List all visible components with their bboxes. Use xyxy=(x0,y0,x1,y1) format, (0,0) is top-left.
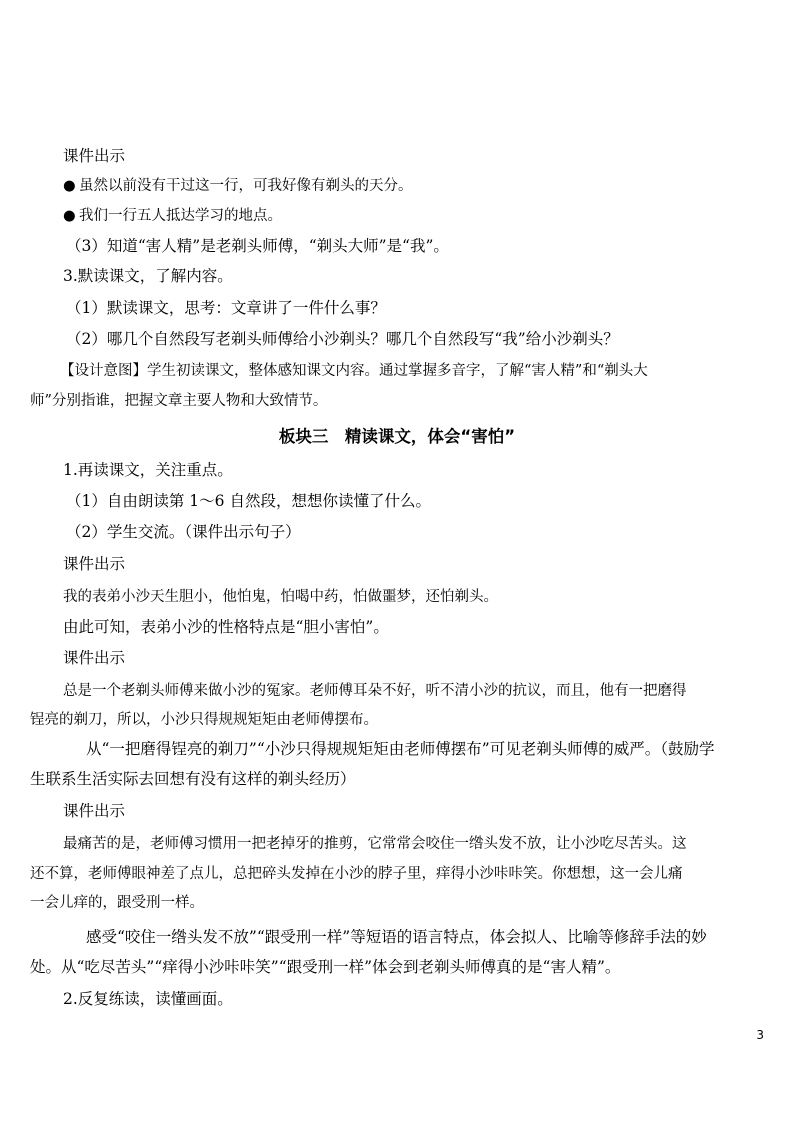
courseware-label: 课件出示 xyxy=(63,649,126,667)
design-intent-line: 【设计意图】学生初读课文，整体感知课文内容。通过掌握多音字，了解“害人精”和“剃头大 xyxy=(60,363,648,379)
paragraph-line: 从“一把磨得锃亮的剃刀”“小沙只得规规矩矩由老师傅摆布”可见老剃头师傅的威严。（鼓励学 xyxy=(86,740,715,758)
bullet-text: 我们一行五人抵达学习的地点。 xyxy=(79,208,282,224)
bullet-sentence xyxy=(63,176,743,196)
paragraph-line: 感受“咬住一绺头发不放”“跟受刑一样”等短语的语言特点，体会拟人、比喻等修辞手法的妙 xyxy=(86,928,707,946)
paragraph-line: （3）知道“害人精”是老剃头师傅，“剃头大师”是“我”。 xyxy=(66,237,449,255)
bullet-sentence xyxy=(63,206,743,226)
section-title: 板块三 精读课文，体会“害怕” xyxy=(278,427,516,446)
paragraph-line: 1.再读课文，关注重点。 xyxy=(63,461,233,479)
page-number: 3 xyxy=(756,1028,764,1042)
bullet-icon: ● xyxy=(63,208,76,224)
design-intent-line: 师”分别指谁，把握文章主要人物和大致情节。 xyxy=(30,393,328,409)
paragraph-line: 生联系生活实际去回想有没有这样的剃头经历） xyxy=(30,770,356,788)
courseware-label: 课件出示 xyxy=(63,555,126,573)
paragraph-line: （2）学生交流。（课件出示句子） xyxy=(66,523,301,541)
courseware-label: 课件出示 xyxy=(63,802,126,820)
courseware-label: 课件出示 xyxy=(63,147,126,165)
paragraph-line: 2.反复练读，读懂画面。 xyxy=(63,990,233,1008)
quoted-passage: 锃亮的剃刀，所以，小沙只得规规矩矩由老师傅摆布。 xyxy=(30,712,378,728)
paragraph-line: （1）自由朗读第 1～6 自然段，想想你读懂了什么。 xyxy=(66,492,431,510)
bullet-icon: ● xyxy=(63,178,76,194)
quoted-passage: 还不算，老师傅眼神差了点儿，总把碎头发掉在小沙的脖子里，痒得小沙咔咔笑。你想想，这一会儿痛 xyxy=(30,866,683,882)
paragraph-line: 由此可知，表弟小沙的性格特点是“胆小害怕”。 xyxy=(63,618,389,636)
paragraph-line: （2）哪几个自然段写老剃头师傅给小沙剃头？哪几个自然段写“我”给小沙剃头？ xyxy=(66,330,619,348)
quoted-passage: 最痛苦的是，老师傅习惯用一把老掉牙的推剪，它常常会咬住一绺头发不放，让小沙吃尽苦头。这 xyxy=(63,836,687,852)
paragraph-line: 处。从“吃尽苦头”“痒得小沙咔咔笑”“跟受刑一样”体会到老剃头师傅真的是“害人精”。 xyxy=(30,958,621,976)
bullet-text: 虽然以前没有干过这一行，可我好像有剃头的天分。 xyxy=(79,178,413,194)
quoted-passage: 我的表弟小沙天生胆小，他怕鬼，怕喝中药，怕做噩梦，还怕剃头。 xyxy=(63,589,498,605)
paragraph-line: （1）默读课文，思考：文章讲了一件什么事？ xyxy=(66,299,386,317)
quoted-passage: 总是一个老剃头师傅来做小沙的冤家。老师傅耳朵不好，听不清小沙的抗议，而且，他有一把磨得 xyxy=(63,683,687,699)
quoted-passage: 一会儿痒的，跟受刑一样。 xyxy=(30,895,204,911)
paragraph-line: 3.默读课文，了解内容。 xyxy=(63,267,233,285)
